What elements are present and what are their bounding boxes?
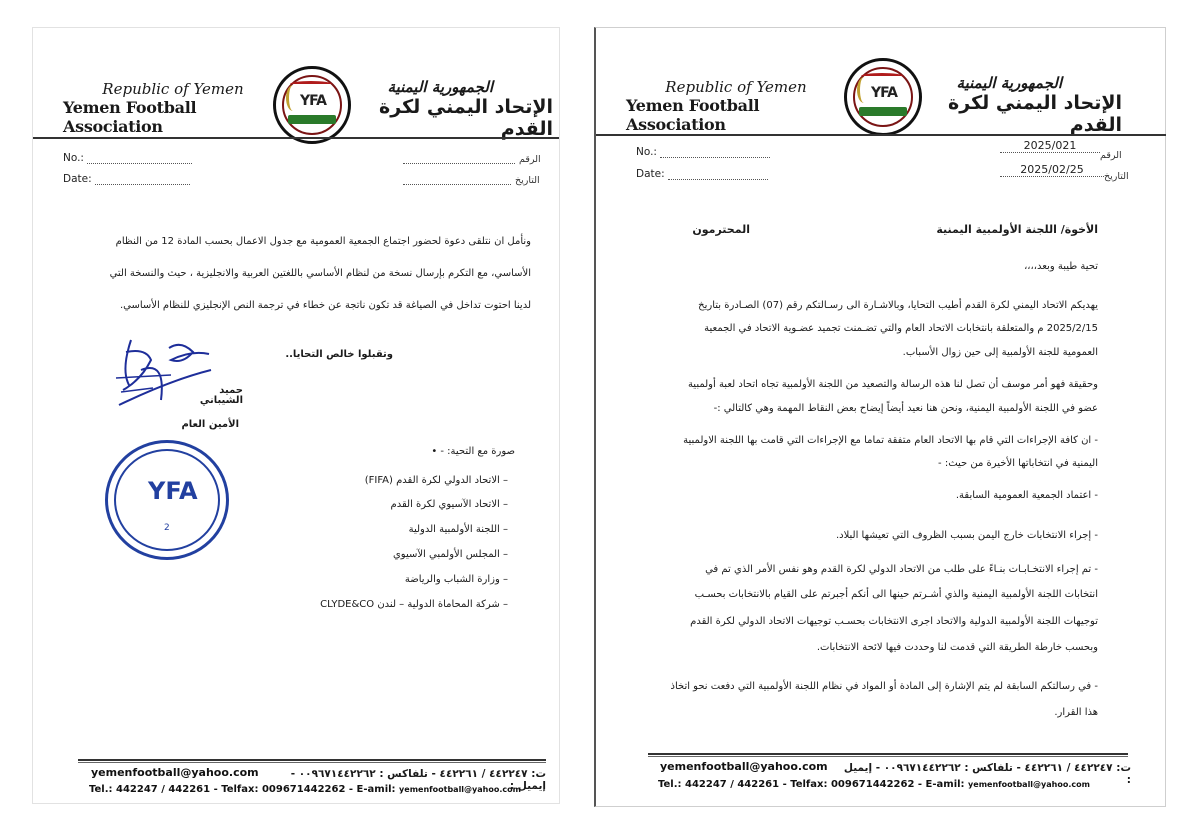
letterhead-en-line1: Republic of Yemen: [665, 78, 807, 96]
letterhead-ar-line1: الجمهورية اليمنية: [387, 78, 493, 96]
point1-line: - ان كافة الإجراءات التي قام بها الاتحاد العام متفقة تماما مع الإجراءات التي قامت بها اللجنة الاولمبية: [683, 435, 1098, 446]
respected: المحترمون: [692, 223, 750, 236]
point5-line: هذا القرار.: [1054, 707, 1098, 718]
signer-name: حميد الشيباني: [199, 385, 243, 406]
letter-number-value: 2025/021: [1000, 139, 1100, 153]
point3: - إجراء الانتخابات خارج اليمن بسبب الظروف التي تعيشها البلاد.: [835, 530, 1098, 541]
date-label-ar: التاريخ: [515, 175, 540, 186]
point5-line: - في رسالتكم السابقة لم يتم الإشارة إلى المادة أو المواد في نظام اللجنة الأولمبية التي دفعت نحو اتخاذ: [670, 681, 1098, 692]
para1-line: 2025/2/15 م والمتعلقة بانتخابات الاتحاد العام والتي تضـمنت تجميد عضـوية الاتحاد في الجمعية: [704, 323, 1098, 334]
date-field-ar: [403, 173, 511, 185]
no-label: No.:: [636, 146, 657, 158]
stamp-number: 2: [164, 523, 170, 533]
letterhead-en: [63, 80, 283, 136]
body-line-2: الأساسي، مع التكرم بإرسال نسخة من لنظام الأساسي باللغتين العربية والانجليزية ، حيث والنسخة التي: [109, 268, 531, 279]
no-field: [63, 152, 192, 164]
cc-item: – وزارة الشباب والرياضة: [273, 574, 508, 585]
no-field-ar: [403, 152, 515, 164]
point4-line: وبحسب خارطة الطريقة التي قدمت لنا وحددت فيها لائحة الانتخابات.: [816, 642, 1098, 653]
no-field: [636, 146, 770, 158]
body-line-3: لدينا احتوت تداخل في الصياغة قد تكون ناتجة عن خطاء في ترجمة النص الإنجليزي للنظام الأساسي.: [119, 300, 531, 311]
point1-line: اليمنية في انتخاباتها الأخيرة من حيث: -: [938, 458, 1098, 469]
logo-text: YFA: [871, 85, 897, 101]
cc-item: – المجلس الأولمبي الآسيوي: [273, 549, 508, 560]
letter-page-left: [32, 27, 560, 804]
footer-rule: [78, 759, 546, 761]
addressee: الأخوة/ اللجنة الأولمبية اليمنية: [936, 223, 1098, 236]
letterhead-ar: [932, 74, 1122, 136]
point4-line: - تم إجراء الانتخـابـات بنـاءً على طلب من الاتحاد الدولي لكرة القدم وهو نفس الأمر الذي تم في: [705, 564, 1098, 575]
body-line-1: ونأمل ان نتلقى دعوة لحضور اجتماع الجمعية العمومية مع جدول الاعمال بحسب المادة 12 من النظام: [115, 236, 531, 247]
para2-line: عضو في اللجنة الأولمبية اليمنية، ونحن هنا نعيد أيضاً إيضاح بعض النقاط المهمة وهي كالتالي :-: [713, 403, 1098, 414]
no-label: No.:: [63, 152, 84, 164]
point4-line: انتخابات اللجنة الأولمبية اليمنية والذي أشـرتم حينها الى أنكم أجبرتم على القيام بالانتخابات بحسـب: [694, 589, 1098, 600]
date-field: [63, 173, 190, 185]
letterhead-en-line2: Yemen Football Association: [63, 98, 197, 136]
footer-rule: [648, 753, 1128, 755]
greeting: تحية طيبة وبعد،،،،: [1024, 261, 1098, 272]
point4-line: توجيهات اللجنة الأولمبية الدولية والاتحاد اجرى الانتخابات بحسـب توجيهات الاتحاد الدولي لكرة القدم: [690, 616, 1098, 627]
official-stamp: [105, 440, 229, 560]
letterhead-ar-line2: الإتحاد اليمني لكرة القدم: [948, 92, 1122, 136]
footer-email: yemenfootball@yahoo.com: [91, 766, 259, 779]
para1-line: يهديكم الاتحاد اليمني لكرة القدم أطيب التحايا، وبالاشـارة الى رسـالتكم رقم (07) الصـادرة بتاريخ: [698, 300, 1098, 311]
letterhead-en: [626, 78, 846, 134]
cc-item: – شركة المحاماة الدولية – لندن CLYDE&CO: [233, 599, 508, 610]
closing-text: وتقبلوا خالص التحايا..: [285, 349, 393, 360]
footer-en-line: Tel.: 442247 / 442261 - Telfax: 009671442262 - E-amil: yemenfootball@yahoo.com: [89, 784, 521, 795]
point2: - اعتماد الجمعية العمومية السابقة.: [955, 490, 1098, 501]
date-field: [636, 168, 768, 180]
yfa-logo: [273, 66, 351, 144]
letterhead-en-line1: Republic of Yemen: [102, 80, 244, 98]
footer-ar-line: ت: ٤٤٢٢٤٧ / ٤٤٢٢٦١ - تلفاكس : ٠٠٩٦٧١٤٤٢٢٦٢ - إيميل :: [290, 768, 546, 792]
para2-line: وحقيقة فهو أمر موسف أن تصل لنا هذه الرسالة والتصعيد من اللجنة الأولمبية تجاه اتحاد لعبة أولمبية: [687, 379, 1098, 390]
letterhead-ar-line2: الإتحاد اليمني لكرة القدم: [379, 96, 553, 140]
yfa-logo: [844, 58, 922, 136]
footer-ar-line: ت: ٤٤٢٢٤٧ / ٤٤٢٢٦١ - تلفاكس : ٠٠٩٦٧١٤٤٢٢٦٢ - إيميل :: [843, 762, 1131, 786]
date-label: Date:: [636, 168, 665, 180]
footer-en-line: Tel.: 442247 / 442261 - Telfax: 009671442262 - E-amil: yemenfootball@yahoo.com: [658, 779, 1090, 790]
cc-item: – اللجنة الأولمبية الدولية: [273, 524, 508, 535]
header-rule: [33, 137, 559, 139]
logo-text: YFA: [300, 93, 326, 109]
cc-title: صورة مع التحية: - •: [431, 446, 515, 457]
cc-title-text: صورة مع التحية: -: [440, 446, 515, 457]
header-rule: [596, 134, 1166, 136]
para1-line: العمومية للجنة الأولمبية إلى حين زوال الأسباب.: [902, 347, 1098, 358]
letterhead-en-line2: Yemen Football Association: [626, 96, 760, 134]
signer-title: الأمين العام: [181, 419, 239, 430]
no-label-ar: الرقم: [519, 154, 541, 165]
date-label-ar: التاريخ: [1104, 171, 1129, 182]
letter-date-value: 2025/02/25: [1000, 163, 1104, 177]
cc-item: – الاتحاد الدولي لكرة القدم (FIFA): [273, 475, 508, 486]
cc-item: – الاتحاد الآسيوي لكرة القدم: [273, 499, 508, 510]
footer-email: yemenfootball@yahoo.com: [660, 760, 828, 773]
stamp-text: YFA: [148, 477, 198, 505]
letterhead-ar: [363, 78, 553, 140]
letter-page-right: [594, 27, 1166, 807]
no-label-ar: الرقم: [1100, 150, 1122, 161]
date-label: Date:: [63, 173, 92, 185]
letterhead-ar-line1: الجمهورية اليمنية: [956, 74, 1062, 92]
